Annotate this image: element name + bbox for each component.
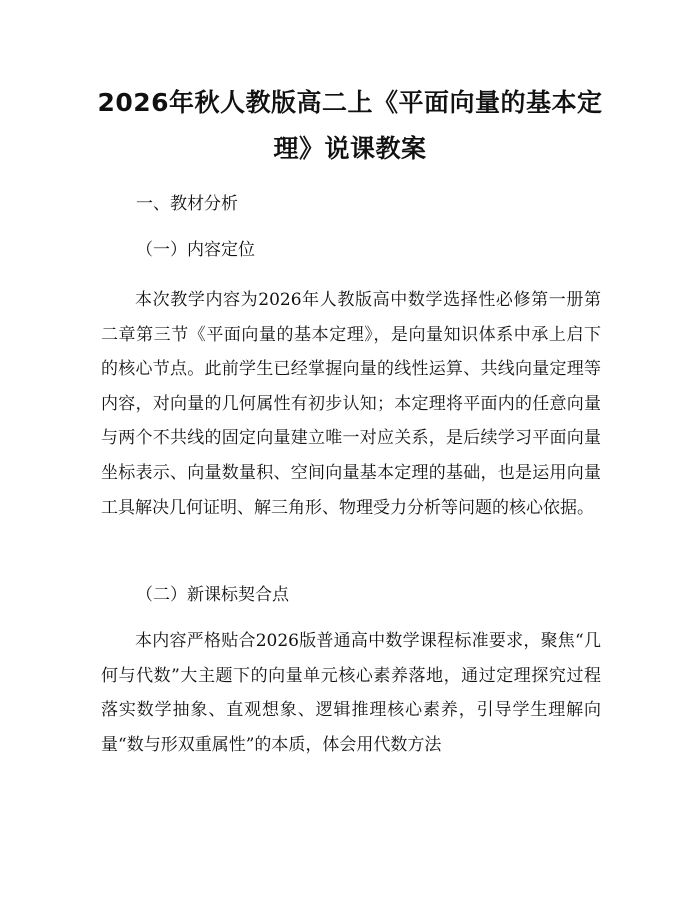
document-title (96, 80, 604, 172)
paragraph-content-positioning: 本次教学内容为2026年人教版高中数学选择性必修第一册第二章第三节《平面向量的基本定理》，是向量知识体系中承上启下的核心节点。此前学生已经掌握向量的线性运算、共线向量定理等内容，对向量的几何属性有初步认知；本定理将平面内的任意向量与两个不共线的固定向量建立唯一对应关系，是后续学习平面向量坐标表示、向量数量积、空间向量基本定理的基础，也是运用向量工具解决几何证明、解三角形、物理受力分析等问题的核心依据。 (101, 290, 601, 518)
title-line-2: 理》说课教案 (273, 134, 427, 163)
paragraph-curriculum-alignment: 本内容严格贴合2026版普通高中数学课程标准要求，聚焦“几何与代数”大主题下的向量单元核心素养落地，通过定理探究过程落实数学抽象、直观想象、逻辑推理核心素养，引导学生理解向量“数与形双重属性”的本质，体会用代数方法 (101, 631, 601, 755)
section-heading-textbook-analysis: 一、教材分析 (136, 194, 238, 214)
title-line-1: 2026年秋人教版高二上《平面向量的基本定 (97, 88, 603, 117)
subsection-heading-curriculum-alignment: （二）新课标契合点 (136, 585, 289, 605)
subsection-heading-content-positioning: （一）内容定位 (136, 240, 255, 260)
